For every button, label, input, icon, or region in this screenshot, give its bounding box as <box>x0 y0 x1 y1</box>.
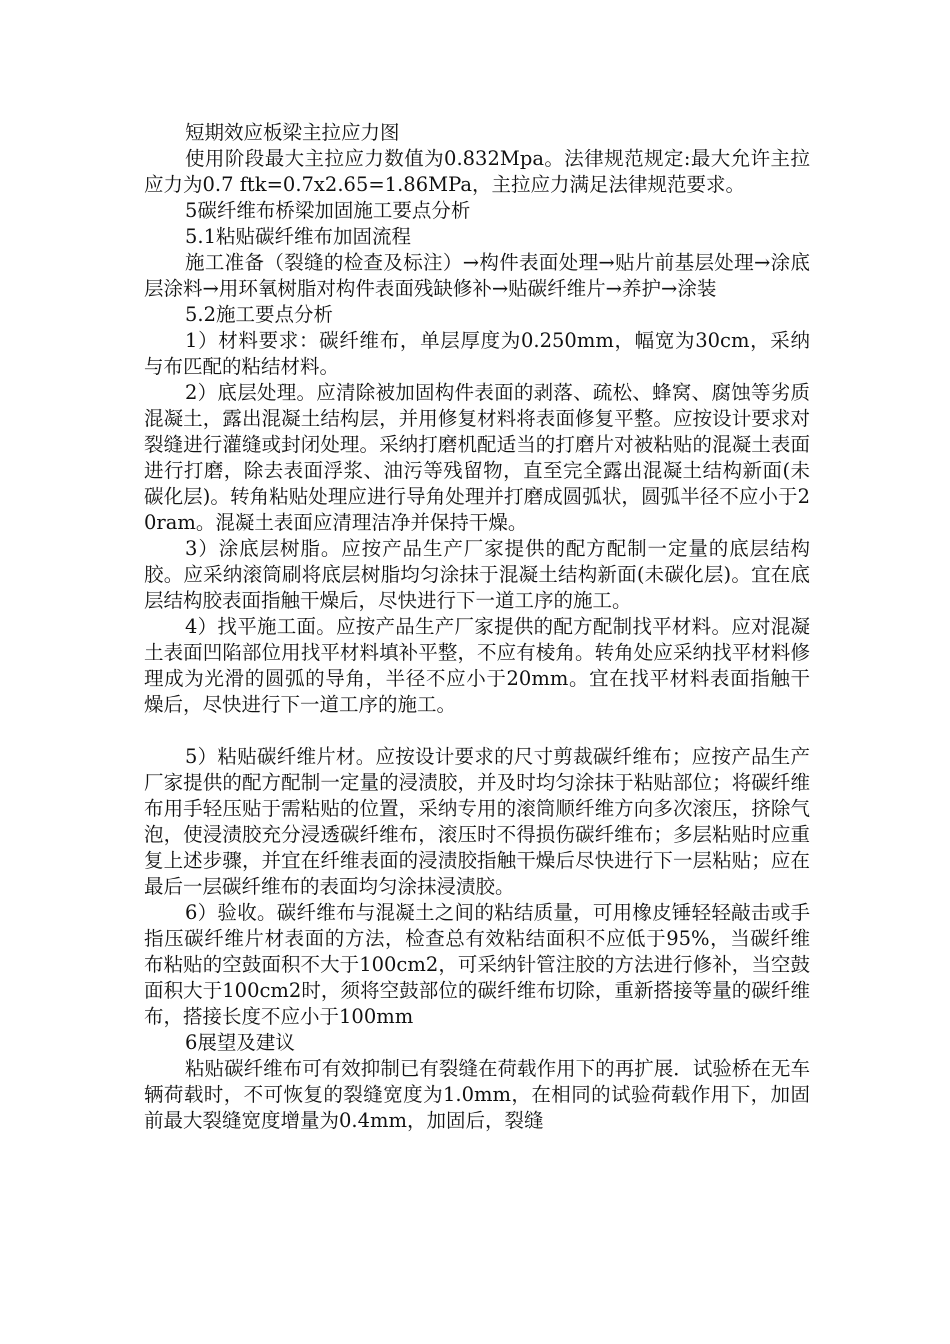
section-heading: 6展望及建议 <box>185 1031 295 1054</box>
section-heading: 5碳纤维布桥梁加固施工要点分析 <box>185 199 471 222</box>
list-item: 1）材料要求：碳纤维布，单层厚度为0.250mm，幅宽为30cm，采纳与布匹配的粘结材料。 <box>144 329 810 378</box>
body-paragraph: 粘贴碳纤维布可有效抑制已有裂缝在荷载作用下的再扩展．试验桥在无车辆荷载时，不可恢复的裂缝宽度为1.0mm，在相同的试验荷载作用下，加固前最大裂缝宽度增量为0.4mm，加固后，裂缝 <box>144 1057 810 1132</box>
body-paragraph: 施工准备（裂缝的检查及标注）→构件表面处理→贴片前基层处理→涂底层涂料→用环氧树脂对构件表面残缺修补→贴碳纤维片→养护→涂装 <box>144 251 810 300</box>
list-item: 4）找平施工面。应按产品生产厂家提供的配方配制找平材料。应对混凝土表面凹陷部位用找平材料填补平整，不应有棱角。转角处应采纳找平材料修理成为光滑的圆弧的导角，半径不应小于20mm。宜在找平材料表面指触干燥后，尽快进行下一道工序的施工。 <box>144 615 810 716</box>
list-item: 5）粘贴碳纤维片材。应按设计要求的尺寸剪裁碳纤维布；应按产品生产厂家提供的配方配制一定量的浸渍胶，并及时均匀涂抹于粘贴部位；将碳纤维布用手轻压贴于需粘贴的位置，采纳专用的滚筒顺纤维方向多次滚压，挤除气泡，使浸渍胶充分浸透碳纤维布，滚压时不得损伤碳纤维布；多层粘贴时应重复上述步骤，并宜在纤维表面的浸渍胶指触干燥后尽快进行下一层粘贴；应在最后一层碳纤维布的表面均匀涂抹浸渍胶。 <box>144 745 810 898</box>
figure-caption: 短期效应板梁主拉应力图 <box>185 121 400 144</box>
document-body <box>144 120 810 1134</box>
subsection-heading: 5.2施工要点分析 <box>185 303 334 326</box>
list-item: 2）底层处理。应清除被加固构件表面的剥落、疏松、蜂窝、腐蚀等劣质混凝土，露出混凝土结构层，并用修复材料将表面修复平整。应按设计要求对裂缝进行灌缝或封闭处理。采纳打磨机配适当的打磨片对被粘贴的混凝土表面进行打磨，除去表面浮浆、油污等残留物，直至完全露出混凝土结构新面(未碳化层)。转角粘贴处理应进行导角处理并打磨成圆弧状，圆弧半径不应小于20ram。混凝土表面应清理洁净并保持干燥。 <box>144 381 810 534</box>
list-item: 6）验收。碳纤维布与混凝土之间的粘结质量，可用橡皮锤轻轻敲击或手指压碳纤维片材表面的方法，检查总有效粘结面积不应低于95%，当碳纤维布粘贴的空鼓面积不大于100cm2，可采纳针管注胶的方法进行修补，当空鼓面积大于100cm2时，须将空鼓部位的碳纤维布切除，重新搭接等量的碳纤维布，搭接长度不应小于100mm <box>144 901 810 1028</box>
subsection-heading: 5.1粘贴碳纤维布加固流程 <box>185 225 412 248</box>
list-item: 3）涂底层树脂。应按产品生产厂家提供的配方配制一定量的底层结构胶。应采纳滚筒刷将底层树脂均匀涂抹于混凝土结构新面(未碳化层)。宜在底层结构胶表面指触干燥后，尽快进行下一道工序的施工。 <box>144 537 810 612</box>
body-paragraph: 使用阶段最大主拉应力数值为0.832Mpa。法律规范规定:最大允许主拉应力为0.7 ftk=0.7x2.65=1.86MPa，主拉应力满足法律规范要求。 <box>144 147 810 196</box>
